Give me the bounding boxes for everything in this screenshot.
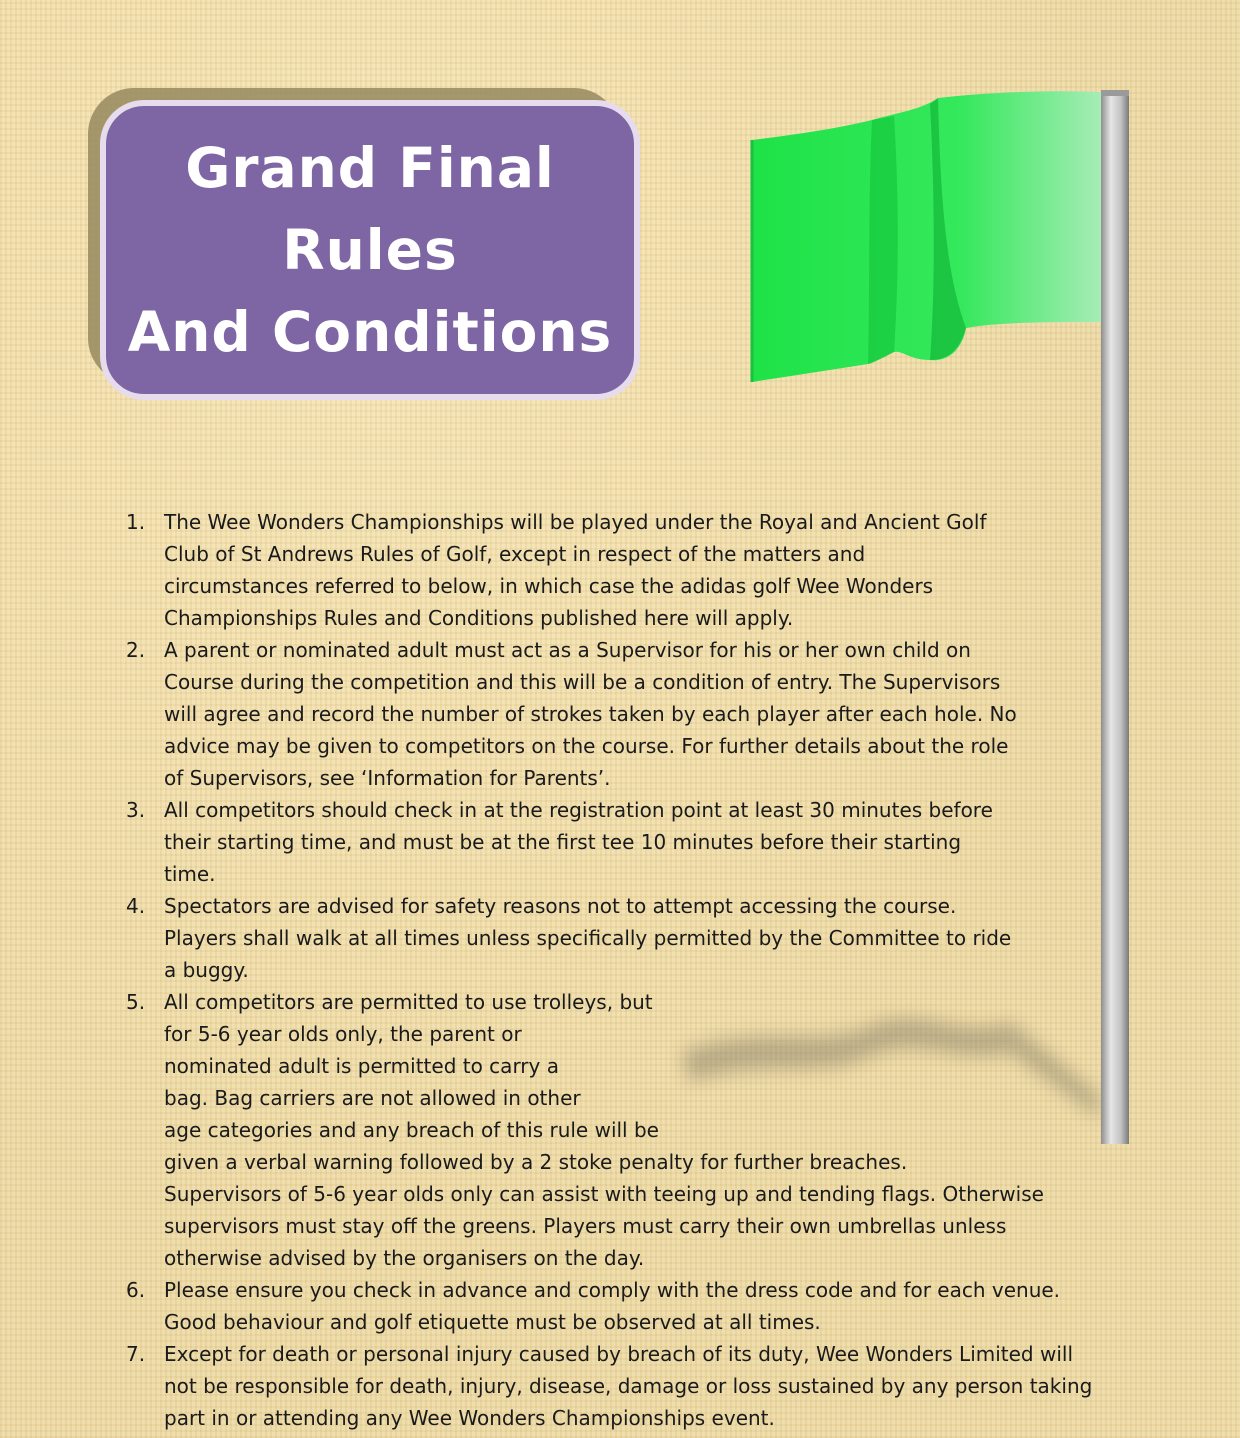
rule-text	[164, 506, 1164, 634]
rule-line: Players shall walk at all times unless specifically permitted by the Committee to ride	[164, 926, 1012, 950]
rule-line: given a verbal warning followed by a 2 stoke penalty for further breaches.	[164, 1150, 908, 1174]
flag-cloth	[752, 91, 1101, 382]
rule-line: their starting time, and must be at the first tee 10 minutes before their starting	[164, 830, 962, 854]
rule-item	[0, 506, 1164, 634]
title-line-3: And Conditions	[127, 300, 613, 364]
rule-line: age categories and any breach of this rule will be	[164, 1118, 659, 1142]
rule-number: 4.	[126, 894, 146, 918]
rule-line: A parent or nominated adult must act as a Supervisor for his or her own child on	[164, 638, 971, 662]
rule-line: All competitors should check in at the registration point at least 30 minutes before	[164, 798, 993, 822]
rule-number: 7.	[126, 1342, 146, 1366]
rule-text	[164, 634, 1164, 794]
rule-line: advice may be given to competitors on the course. For further details about the role	[164, 734, 1009, 758]
rule-item	[0, 890, 1164, 986]
rule-number: 5.	[126, 990, 146, 1014]
rule-line: part in or attending any Wee Wonders Championships event.	[164, 1406, 775, 1430]
rule-line: for 5-6 year olds only, the parent or	[164, 1022, 522, 1046]
rule-line: nominated adult is permitted to carry a	[164, 1054, 559, 1078]
rule-line: not be responsible for death, injury, disease, damage or loss sustained by any person taking	[164, 1374, 1093, 1398]
rule-item	[0, 1338, 1164, 1434]
rule-text	[164, 794, 1164, 890]
rule-line: The Wee Wonders Championships will be played under the Royal and Ancient Golf	[164, 510, 987, 534]
rule-line: Club of St Andrews Rules of Golf, except in respect of the matters and	[164, 542, 866, 566]
rule-line: Course during the competition and this will be a condition of entry. The Supervisors	[164, 670, 1001, 694]
rule-line: of Supervisors, see ‘Information for Parents’.	[164, 766, 611, 790]
rule-text	[164, 890, 1164, 986]
title-box	[100, 100, 640, 400]
rule-text	[164, 986, 1164, 1274]
rule-line: will agree and record the number of strokes taken by each player after each hole. No	[164, 702, 1017, 726]
rule-line: bag. Bag carriers are not allowed in other	[164, 1086, 581, 1110]
title-line-2: Rules	[282, 218, 458, 282]
rule-line: Spectators are advised for safety reasons not to attempt accessing the course.	[164, 894, 957, 918]
rule-text	[164, 1274, 1164, 1338]
rule-number: 1.	[126, 510, 146, 534]
rule-text	[164, 1338, 1164, 1434]
title-line-1: Grand Final	[185, 136, 555, 200]
rule-line: All competitors are permitted to use trolleys, but	[164, 990, 653, 1014]
rule-line: otherwise advised by the organisers on the day.	[164, 1246, 645, 1270]
rule-item	[0, 986, 1164, 1274]
rule-line: Except for death or personal injury caused by breach of its duty, Wee Wonders Limited will	[164, 1342, 1074, 1366]
rule-number: 2.	[126, 638, 146, 662]
rule-line: a buggy.	[164, 958, 249, 982]
rule-number: 6.	[126, 1278, 146, 1302]
rule-line: Good behaviour and golf etiquette must be observed at all times.	[164, 1310, 821, 1334]
rule-line: Please ensure you check in advance and comply with the dress code and for each venue.	[164, 1278, 1061, 1302]
rule-number: 3.	[126, 798, 146, 822]
rule-line: time.	[164, 862, 216, 886]
rule-line: Supervisors of 5-6 year olds only can assist with teeing up and tending flags. Otherwise	[164, 1182, 1044, 1206]
rule-item	[0, 794, 1164, 890]
rule-line: Championships Rules and Conditions published here will apply.	[164, 606, 794, 630]
rule-item	[0, 1274, 1164, 1338]
rule-item	[0, 634, 1164, 794]
rules-list	[0, 506, 1164, 1434]
rule-line: circumstances referred to below, in which case the adidas golf Wee Wonders	[164, 574, 934, 598]
rule-line: supervisors must stay off the greens. Players must carry their own umbrellas unless	[164, 1214, 1007, 1238]
